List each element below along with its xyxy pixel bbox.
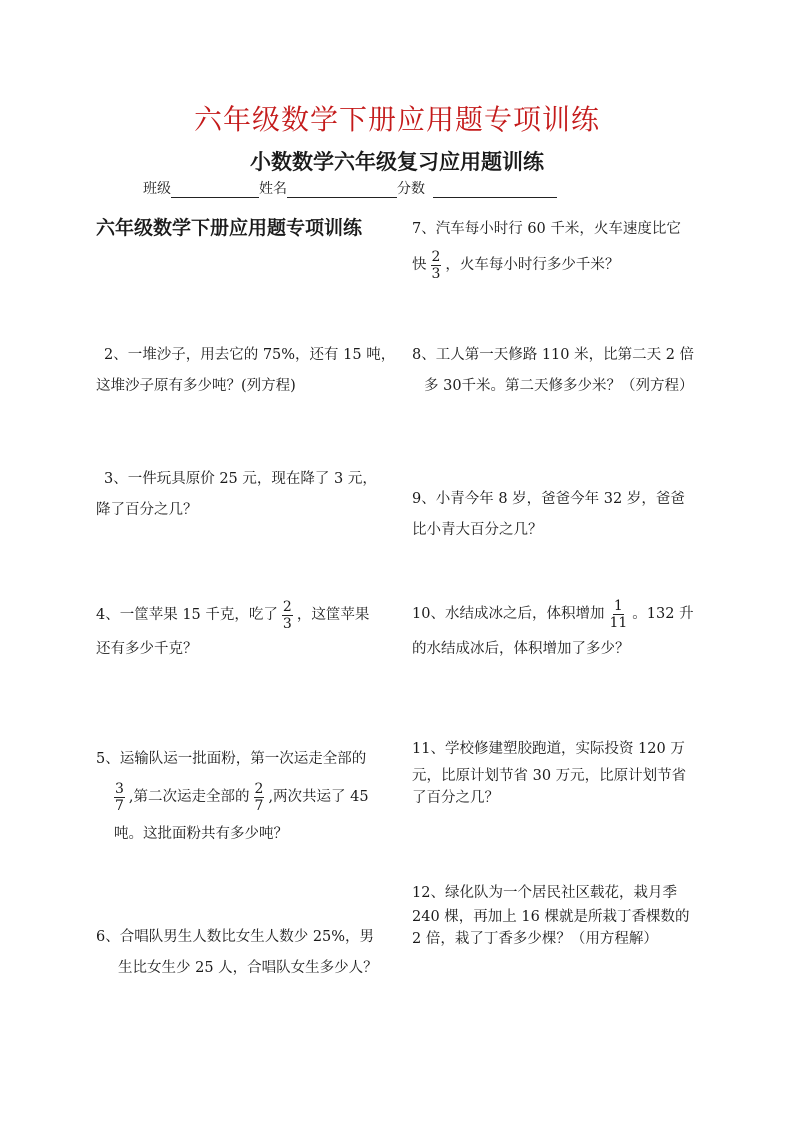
score-blank[interactable] — [433, 183, 557, 198]
fraction-two-thirds-q7: $\frac{2}{3}$ — [431, 248, 441, 282]
question-3: 3、一件玩具原价 25 元，现在降了 3 元， 降了百分之几？ — [96, 471, 377, 518]
page-subtitle: 小数数学六年级复习应用题训练 — [250, 149, 544, 174]
name-blank[interactable] — [287, 183, 397, 198]
class-label: 班级 — [143, 181, 171, 197]
question-7: 7、汽车每小时行 60 千米，火车速度比它 快 $\frac{2}{3}$ ，火车每小时行多少千米？ — [412, 221, 681, 282]
fraction-three-sevenths: $\frac{3}{7}$ — [115, 780, 124, 814]
question-8: 8、工人第一天修路 110 米，比第二天 2 倍 多 30千米。第二天修多少米？（列方程） — [412, 347, 695, 394]
fraction-one-eleventh: $\frac{1}{11}$ — [609, 597, 628, 631]
question-2: 2、一堆沙子，用去它的 75%，还有 15 吨， 这堆沙子原有多少吨？(列方程) — [96, 347, 396, 394]
student-info-row — [143, 178, 557, 198]
question-12: 12、绿化队为一个居民社区载花，栽月季 240 棵，再加上 16 棵就是所栽丁香棵数的 2 倍，栽了丁香多少棵？（用方程解） — [412, 885, 690, 947]
question-10: 10、水结成冰之后，体积增加 $\frac{1}{11}$ 。132 升 的水结成冰后，体积增加了多少？ — [412, 597, 694, 657]
question-4: 4、一筐苹果 15 千克，吃了 $\frac{2}{3}$ ，这筐苹果 还有多少千克？ — [96, 598, 370, 657]
question-11: 11、学校修建塑胶跑道，实际投资 120 万 元，比原计划节省 30 万元，比原计划节省 了百分之几？ — [412, 741, 687, 806]
name-label: 姓名 — [259, 181, 287, 197]
question-5: 5、运输队运一批面粉，第一次运走全部的 $\frac{3}{7}$ ,第二次运走全部的 $\frac{2}{7}$ ,两次共运了 45 吨。这批面粉共有多少吨？ — [96, 751, 369, 842]
question-9: 9、小青今年 8 岁，爸爸今年 32 岁，爸爸 比小青大百分之几？ — [412, 491, 685, 538]
fraction-two-thirds: $\frac{2}{3}$ — [282, 598, 292, 632]
left-column-heading: 六年级数学下册应用题专项训练 — [96, 217, 363, 239]
score-label: 分数 — [397, 181, 425, 197]
fraction-two-sevenths: $\frac{2}{7}$ — [254, 780, 264, 814]
class-blank[interactable] — [171, 183, 259, 198]
page-title: 六年级数学下册应用题专项训练 — [193, 103, 600, 136]
question-6: 6、合唱队男生人数比女生人数少 25%，男 生比女生少 25 人，合唱队女生多少人？ — [96, 929, 378, 976]
